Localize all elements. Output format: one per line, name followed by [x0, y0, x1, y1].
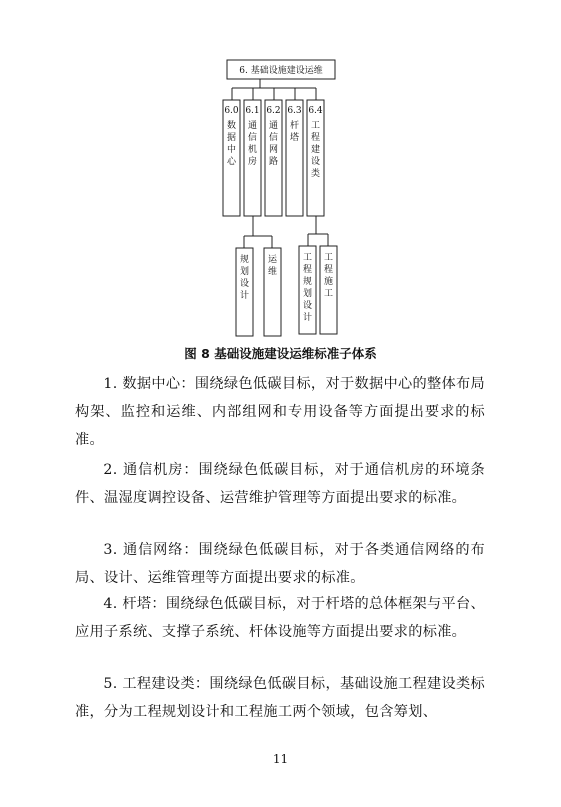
- child-node-number: 6.2: [266, 106, 281, 116]
- grandchild-node-label: 工程施工: [323, 253, 334, 299]
- grandchild-node-operations: [264, 248, 281, 336]
- child-node-label: 杆塔: [289, 121, 300, 143]
- child-node-6-4: [307, 100, 324, 216]
- child-node-6-3: [286, 100, 303, 216]
- child-node-number: 6.1: [245, 106, 260, 116]
- root-node-label: 6. 基础设施建设运维: [239, 66, 323, 76]
- paragraph-tower: 4. 杆塔：围绕绿色低碳目标，对于杆塔的总体框架与平台、应用子系统、支撑子系统、杆体设施等方面提出要求的标准。: [75, 596, 485, 640]
- child-node-label: 数据中心: [226, 121, 237, 167]
- child-node-label: 通信网路: [268, 121, 279, 167]
- grandchild-node-engineering-construction: [320, 246, 337, 334]
- child-node-number: 6.0: [224, 106, 239, 116]
- child-node-6-1: [244, 100, 261, 216]
- grandchild-node-label: 工程规划设计: [302, 253, 313, 323]
- child-node-6-0: [223, 100, 240, 216]
- paragraph-engineering: 5. 工程建设类：围绕绿色低碳目标，基础设施工程建设类标准，分为工程规划设计和工程施工两个领域，包含筹划、: [75, 676, 485, 720]
- standard-hierarchy-diagram: [0, 0, 561, 340]
- grandchild-node-label: 运维: [267, 255, 278, 277]
- grandchild-node-planning-design: [236, 248, 253, 336]
- child-node-number: 6.3: [287, 106, 302, 116]
- paragraph-data-center: 1. 数据中心：围绕绿色低碳目标，对于数据中心的整体布局构架、监控和运维、内部组网和专用设备等方面提出要求的标准。: [75, 376, 485, 448]
- child-node-label: 工程建设类: [310, 121, 321, 179]
- grandchild-node-engineering-planning-design: [299, 246, 316, 334]
- child-node-label: 通信机房: [247, 121, 258, 167]
- paragraph-telecom-network: 3. 通信网络：围绕绿色低碳目标，对于各类通信网络的布局、设计、运维管理等方面提出要求的标准。: [75, 542, 485, 586]
- figure-caption: 图 8 基础设施建设运维标准子体系: [184, 346, 377, 361]
- child-node-6-2: [265, 100, 282, 216]
- grandchild-node-label: 规划设计: [239, 255, 250, 301]
- child-node-number: 6.4: [308, 106, 323, 116]
- paragraph-telecom-room: 2. 通信机房：围绕绿色低碳目标，对于通信机房的环境条件、温湿度调控设备、运营维护管理等方面提出要求的标准。: [75, 462, 485, 506]
- page-number: 11: [272, 752, 289, 766]
